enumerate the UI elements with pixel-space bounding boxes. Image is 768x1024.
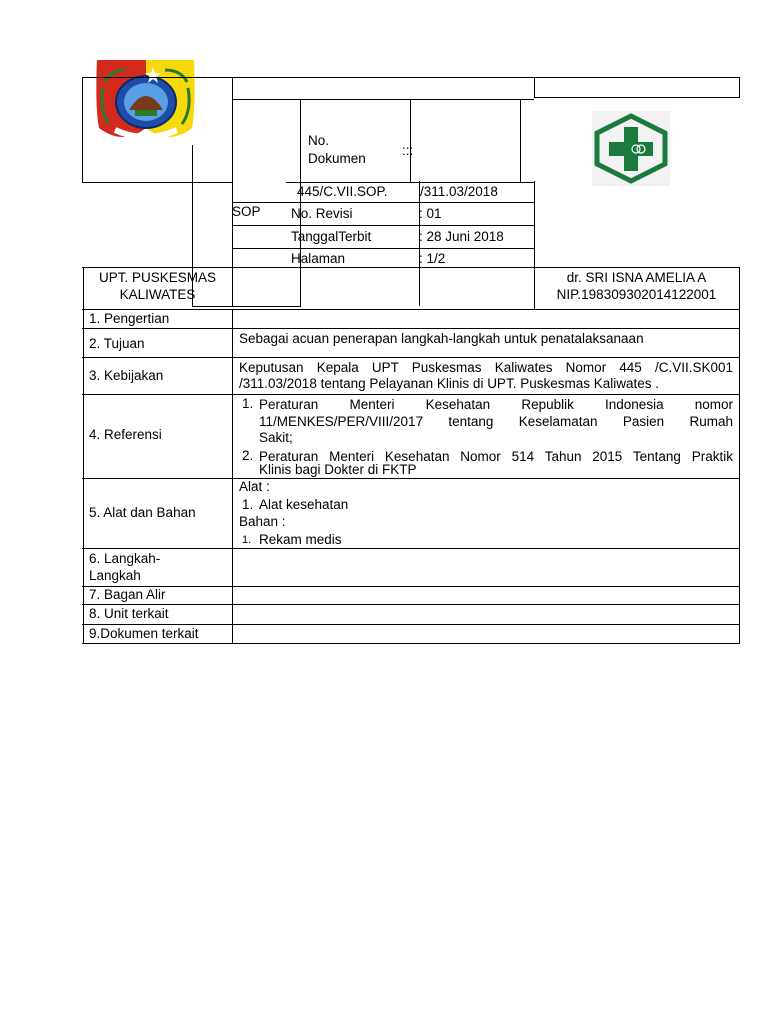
referensi-item-1-line-1: Peraturan Menteri Kesehatan Republik Indonesia nomor <box>259 397 733 412</box>
bahan-heading: Bahan : <box>239 514 286 529</box>
alat-item-number: 1. <box>242 497 254 512</box>
signer-nip: NIP.198309302014122001 <box>556 287 717 302</box>
referensi-item-number: 1. <box>242 396 254 411</box>
no-dokumen-label: No. <box>308 133 330 148</box>
halaman-value: : 1/2 <box>419 251 446 266</box>
referensi-item-1-line-3: Sakit; <box>259 430 293 445</box>
bagan-alir-label: 7. Bagan Alir <box>89 587 166 602</box>
kebijakan-line-1: Keputusan Kepala UPT Puskesmas Kaliwates Nomor 445 /C.VII.SK001 <box>239 360 733 375</box>
referensi-item-2-line-2: Klinis bagi Dokter di FKTP <box>259 462 417 477</box>
unit-terkait-label: 8. Unit terkait <box>89 606 169 621</box>
referensi-item-1-line-2: 11/MENKES/PER/VIII/2017 tentang Keselamatan Pasien Rumah <box>259 414 733 429</box>
halaman-label: Halaman <box>291 251 346 266</box>
doc-number-left: 445/C.VII.SOP. <box>297 184 388 199</box>
alat-bahan-label: 5. Alat dan Bahan <box>89 505 196 520</box>
bahan-item: Rekam medis <box>259 532 342 547</box>
tanggal-terbit-value: : 28 Juni 2018 <box>419 229 504 244</box>
pengertian-label: 1. Pengertian <box>89 311 170 326</box>
no-revisi-label: No. Revisi <box>291 206 353 221</box>
organization-name: UPT. PUSKESMAS KALIWATES <box>98 270 217 302</box>
signer-name: dr. SRI ISNA AMELIA A <box>566 270 707 285</box>
langkah-label: 6. Langkah- <box>89 551 161 566</box>
kebijakan-line-2: /311.03/2018 tentang Pelayanan Klinis di UPT. Puskesmas Kaliwates . <box>239 376 659 391</box>
alat-heading: Alat : <box>239 479 270 494</box>
doc-number-right: /311.03/2018 <box>420 184 498 199</box>
puskesmas-logo-icon <box>592 111 670 186</box>
dokumen-terkait-label: 9.Dokumen terkait <box>89 626 199 641</box>
no-dokumen-label-2: Dokumen <box>308 151 366 166</box>
jember-emblem-icon <box>95 58 196 146</box>
bahan-item-number: 1. <box>242 534 252 546</box>
referensi-item-2-line-1: Peraturan Menteri Kesehatan Nomor 514 Tahun 2015 Tentang Praktik <box>259 449 733 464</box>
kebijakan-label: 3. Kebijakan <box>89 368 164 383</box>
langkah-label-2: Langkah <box>89 568 141 583</box>
no-revisi-value: : 01 <box>419 206 442 221</box>
sop-label: SOP <box>232 204 261 219</box>
tujuan-text: Sebagai acuan penerapan langkah-langkah untuk penatalaksanaan <box>239 331 644 346</box>
signer-block <box>534 269 739 303</box>
referensi-label: 4. Referensi <box>89 427 162 442</box>
tanggal-terbit-label: TanggalTerbit <box>291 229 372 244</box>
tujuan-label: 2. Tujuan <box>89 336 145 351</box>
no-dokumen-separator: ::: <box>402 143 414 158</box>
referensi-item-number: 2. <box>242 448 254 463</box>
alat-item: Alat kesehatan <box>259 497 349 512</box>
